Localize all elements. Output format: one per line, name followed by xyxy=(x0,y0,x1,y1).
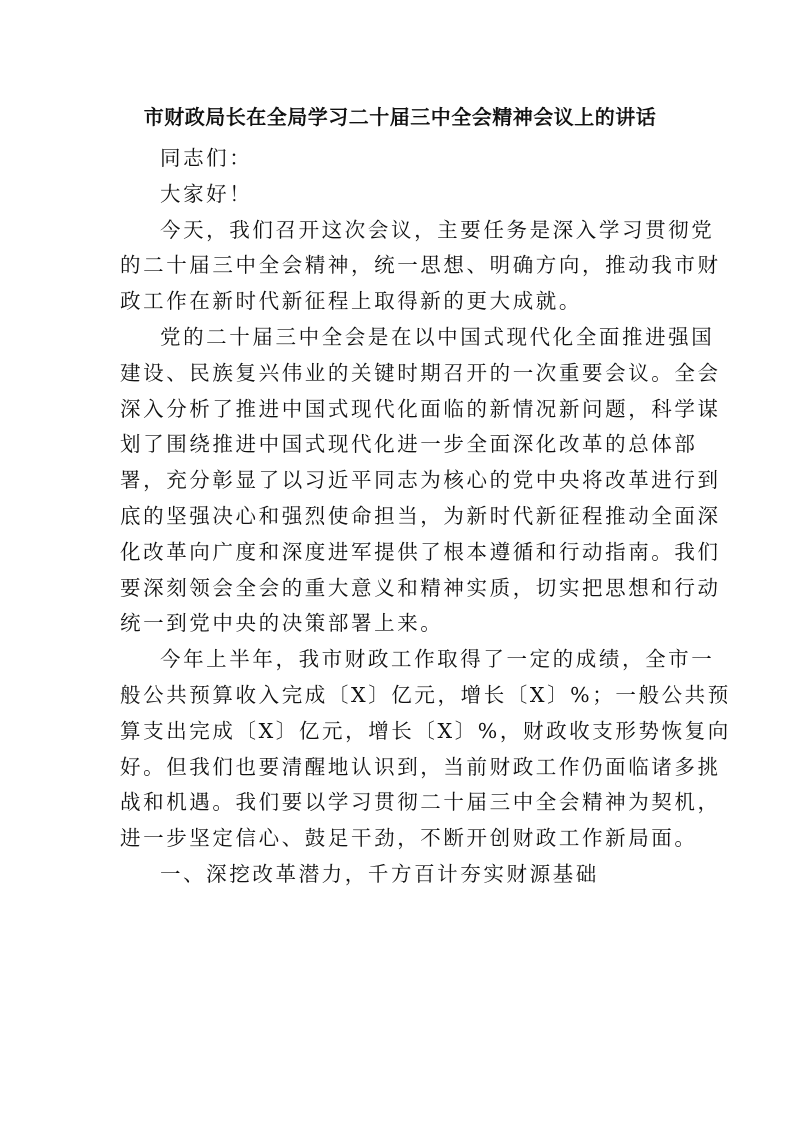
section-heading-1 xyxy=(120,857,675,893)
text-line: 建设、民族复兴伟业的关键时期召开的一次重要会议。全会 xyxy=(120,360,721,385)
text-line: 今年上半年，我市财政工作取得了一定的成绩，全市一 xyxy=(159,647,715,672)
document-body xyxy=(120,141,731,893)
paragraph-greeting xyxy=(120,177,675,213)
text-line: 算支出完成〔X〕亿元，增长〔X〕%，财政收支形势恢复向 xyxy=(120,718,731,743)
text-line: 进一步坚定信心、鼓足干劲，不断开创财政工作新局面。 xyxy=(120,826,698,851)
text-line: 大家好！ xyxy=(159,181,253,206)
text-line: 好。但我们也要清醒地认识到，当前财政工作仍面临诸多挑 xyxy=(120,754,721,779)
text-line: 统一到党中央的决策部署上来。 xyxy=(120,611,444,636)
text-line: 今天，我们召开这次会议，主要任务是深入学习贯彻党 xyxy=(159,217,715,242)
text-line: 党的二十届三中全会是在以中国式现代化全面推进强国 xyxy=(159,324,715,349)
paragraph-first-half-results xyxy=(120,642,731,857)
text-line: 化改革向广度和深度进军提供了根本遵循和行动指南。我们 xyxy=(120,539,721,564)
paragraph-plenum xyxy=(120,320,721,642)
text-line: 一、深挖改革潜力，千方百计夯实财源基础 xyxy=(159,861,599,886)
text-line: 划了围绕推进中国式现代化进一步全面深化改革的总体部 xyxy=(120,432,698,457)
document-title: 市财政局长在全局学习二十届三中全会精神会议上的讲话 xyxy=(143,105,657,129)
text-line: 深入分析了推进中国式现代化面临的新情况新问题，科学谋 xyxy=(120,396,721,421)
text-line: 同志们： xyxy=(159,146,253,170)
text-line: 署，充分彰显了以习近平同志为核心的党中央将改革进行到 xyxy=(120,468,721,493)
text-line: 的二十届三中全会精神，统一思想、明确方向，推动我市财 xyxy=(120,253,721,278)
paragraph-intro xyxy=(120,213,721,320)
paragraph-salutation xyxy=(120,141,675,177)
text-line: 战和机遇。我们要以学习贯彻二十届三中全会精神为契机， xyxy=(120,790,721,815)
text-line: 政工作在新时代新征程上取得新的更大成就。 xyxy=(120,289,582,314)
text-line: 般公共预算收入完成〔X〕亿元，增长〔X〕%；一般公共预 xyxy=(120,682,731,707)
text-line: 要深刻领会全会的重大意义和精神实质，切实把思想和行动 xyxy=(120,575,721,600)
text-line: 底的坚强决心和强烈使命担当，为新时代新征程推动全面深 xyxy=(120,503,721,528)
